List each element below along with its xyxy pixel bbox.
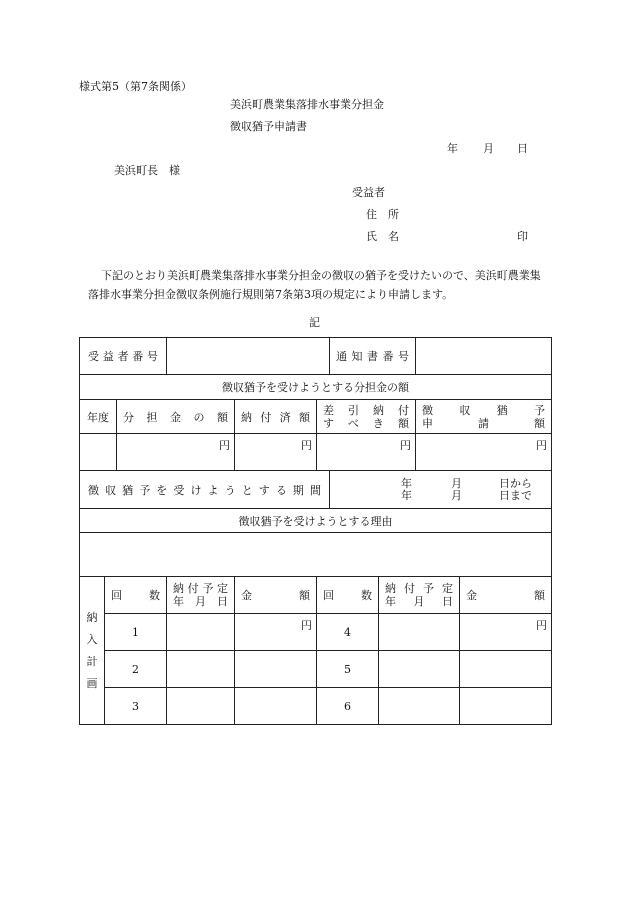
- applicant-label: 受益者: [352, 186, 385, 199]
- paid-field[interactable]: 円: [235, 434, 317, 471]
- col-paid: 納付済額: [235, 400, 317, 434]
- form-number: 様式第5（第7条関係）: [79, 80, 192, 93]
- plan-col-date-left-line1: 納付予定: [173, 582, 228, 595]
- plan-col-amount-right: 金額: [460, 577, 552, 614]
- plan-row-number: 4: [317, 614, 379, 651]
- plan-col-date-left: [167, 577, 235, 614]
- address-label: 住 所: [366, 208, 399, 221]
- plan-amount-field[interactable]: [235, 651, 317, 688]
- period-from-day: 日から: [499, 476, 532, 490]
- notice-number-label: 通知書番号: [330, 338, 416, 375]
- period-from-month: 月: [451, 476, 462, 490]
- plan-col-date-left-line2: 年月日: [173, 595, 228, 608]
- date-month: 月: [483, 142, 494, 155]
- plan-char-2: 入: [86, 632, 98, 646]
- plan-amount-field[interactable]: [460, 688, 552, 725]
- seal-label: 印: [517, 230, 528, 243]
- period-to-day: 日まで: [499, 488, 532, 502]
- request-field[interactable]: 円: [416, 434, 552, 471]
- plan-row-number: 2: [105, 651, 167, 688]
- beneficiary-number-label: 受益者番号: [80, 338, 167, 375]
- plan-amount-field[interactable]: 円: [235, 614, 317, 651]
- plan-col-count-left: 回数: [105, 577, 167, 614]
- addressee: 美浜町長 様: [114, 164, 180, 177]
- col-request-line1: 徴収猶予: [422, 403, 545, 417]
- balance-field[interactable]: 円: [317, 434, 416, 471]
- year-field[interactable]: [80, 434, 117, 471]
- plan-date-field[interactable]: [167, 614, 235, 651]
- period-field[interactable]: [330, 471, 552, 509]
- date-year: 年: [447, 142, 458, 155]
- col-balance-line1: 差引納付: [323, 403, 409, 417]
- plan-col-count-right: 回数: [317, 577, 379, 614]
- period-label: 徴収猶予を受けようとする期間: [80, 471, 330, 509]
- title-line-1: 美浜町農業集落排水事業分担金: [230, 98, 384, 111]
- col-request-line2: 申請額: [422, 416, 545, 430]
- plan-row-number: 1: [105, 614, 167, 651]
- plan-char-3: 計: [86, 654, 98, 668]
- reason-title: 徴収猶予を受けようとする理由: [80, 509, 552, 533]
- plan-col-amount-left: 金額: [235, 577, 317, 614]
- name-label: 氏 名: [366, 230, 399, 243]
- period-to-month: 月: [451, 488, 462, 502]
- beneficiary-number-field[interactable]: [167, 338, 330, 375]
- plan-date-field[interactable]: [167, 651, 235, 688]
- ki-mark: 記: [309, 316, 320, 329]
- plan-date-field[interactable]: [167, 688, 235, 725]
- title-line-2: 徴収猶予申請書: [230, 120, 307, 133]
- application-form-table: [79, 337, 552, 725]
- col-year: 年度: [80, 400, 117, 434]
- plan-char-4: 画: [86, 676, 98, 690]
- period-from-year: 年: [401, 476, 412, 490]
- amount-section-title: 徴収猶予を受けようとする分担金の額: [80, 375, 552, 400]
- plan-amount-field[interactable]: [235, 688, 317, 725]
- plan-date-field[interactable]: [379, 651, 460, 688]
- plan-date-field[interactable]: [379, 688, 460, 725]
- notice-number-field[interactable]: [416, 338, 552, 375]
- plan-col-date-right: [379, 577, 460, 614]
- reason-field[interactable]: [80, 533, 552, 577]
- plan-amount-field[interactable]: 円: [460, 614, 552, 651]
- plan-row-number: 6: [317, 688, 379, 725]
- col-balance: [317, 400, 416, 434]
- payment-plan-label: [80, 577, 105, 725]
- col-balance-line2: すべき額: [323, 416, 409, 430]
- request-paragraph: 下記のとおり美浜町農業集落排水事業分担金の徴収の猶予を受けたいので、美浜町農業集落排水事業分担金徴収条例施行規則第7条第3項の規定により申請します。: [88, 269, 541, 301]
- col-request: [416, 400, 552, 434]
- plan-row-number: 3: [105, 688, 167, 725]
- plan-amount-field[interactable]: [460, 651, 552, 688]
- plan-col-date-right-line2: 年月日: [385, 595, 453, 608]
- plan-char-1: 納: [86, 610, 98, 624]
- share-amount-field[interactable]: 円: [117, 434, 235, 471]
- period-to-year: 年: [401, 488, 412, 502]
- col-share-amount: 分担金の額: [117, 400, 235, 434]
- plan-col-date-right-line1: 納付予定: [385, 582, 453, 595]
- plan-date-field[interactable]: [379, 614, 460, 651]
- date-day: 日: [517, 142, 528, 155]
- plan-row-number: 5: [317, 651, 379, 688]
